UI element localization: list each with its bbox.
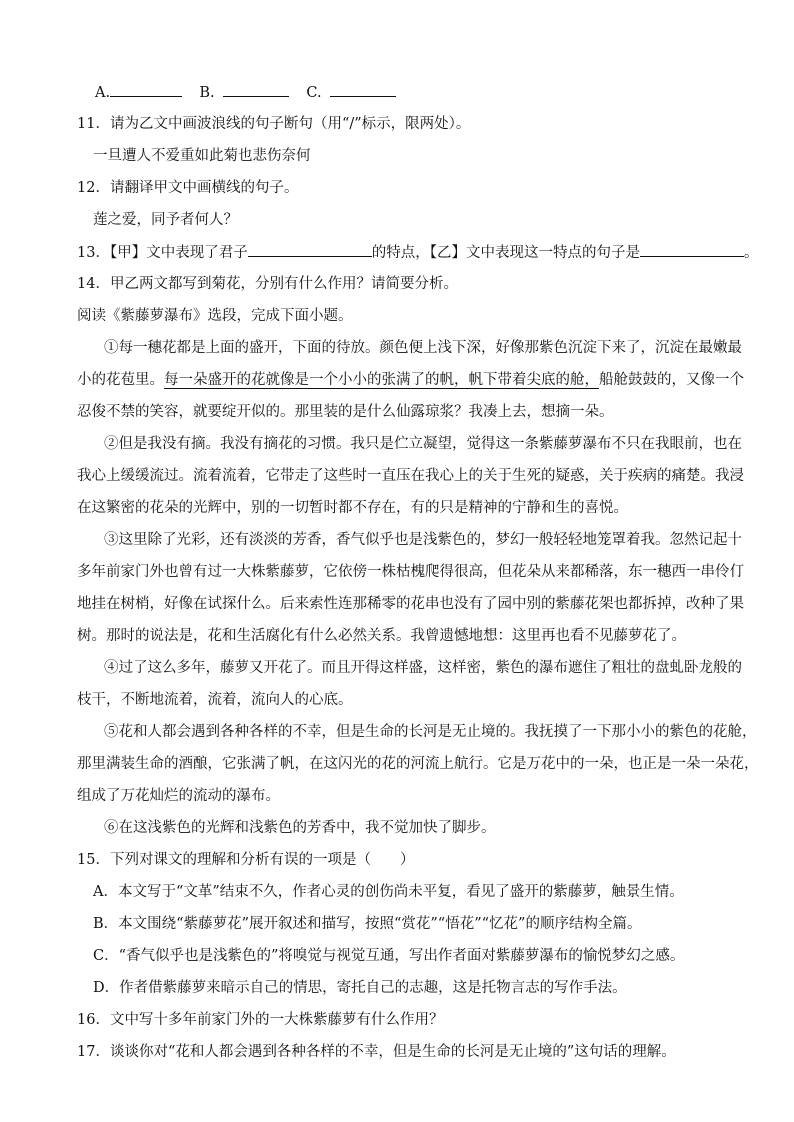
question-13 [77,242,758,263]
question-12-sentence: 莲之爱，同予者何人？ [93,212,238,228]
option-a-label: A. [95,85,111,101]
blank-b[interactable] [223,82,289,97]
passage-p1-text: 船舱鼓鼓的，又像一个 [599,372,744,388]
question-13-part3: 。 [743,245,759,261]
question-13-part2: 的特点，【乙】文中表现这一特点的句子是 [371,245,640,261]
passage-p2-line3: 在这繁密的花朵的光辉中，别的一切暂时都不存在，有的只是精神的宁静和生的喜悦。 [77,500,628,516]
underlined-sentence: 每一朵盛开的花就像是一个小小的张满了的帆，帆下带着尖底的舱， [164,372,599,388]
question-12-stem: 12．请翻译甲文中画横线的句子。 [77,180,299,196]
answer-blanks-row [95,82,396,103]
blank-c[interactable] [330,82,396,97]
question-14-stem: 14．甲乙两文都写到菊花，分别有什么作用？请简要分析。 [77,276,458,292]
question-16-stem: 16．文中写十多年前家门外的一大株紫藤萝有什么作用？ [77,1012,444,1028]
passage-p5-line2: 那里满装生命的酒酿，它张满了帆，在这闪光的花的河流上航行。它是万花中的一朵，也正是一朵一朵花， [77,756,759,772]
question-15-option-c[interactable]: C．“香气似乎也是浅紫色的”将嗅觉与视觉互通，写出作者面对紫藤萝瀑布的愉悦梦幻之感。 [93,948,685,964]
question-17-stem: 17．谈谈你对“花和人都会遇到各种各样的不幸，但是生命的长河是无止境的”这句话的理解。 [77,1044,676,1060]
question-13-part1: 13．【甲】文中表现了君子 [77,245,248,261]
passage-p5-line1: ⑤花和人都会遇到各种各样的不幸，但是生命的长河是无止境的。我抚摸了一下那小小的紫色的花舱， [104,724,757,740]
question-11-sentence: 一旦遭人不爱重如此菊也悲伤奈何 [93,148,311,164]
passage-p1-line2 [77,370,744,390]
passage-p3-line2: 多年前家门外也曾有过一大株紫藤萝，它依傍一株枯槐爬得很高，但花朵从来都稀落，东一穗西一串伶仃 [77,564,744,580]
passage-p6-line1: ⑥在这浅紫色的光辉和浅紫色的芳香中，我不觉加快了脚步。 [104,820,496,836]
question-11-stem: 11．请为乙文中画波浪线的句子断句（用“/”标示，限两处）。 [77,116,471,132]
passage-p4-line1: ④过了这么多年，藤萝又开花了。而且开得这样盛，这样密，紫色的瀑布遮住了粗壮的盘虬卧龙般的 [104,660,742,676]
passage-p1-line3: 忍俊不禁的笑容，就要绽开似的。那里装的是什么仙露琼浆？我凑上去，想摘一朵。 [77,404,614,420]
question-13-blank-2[interactable] [640,242,744,257]
passage-p4-line2: 枝干，不断地流着，流着，流向人的心底。 [77,692,353,708]
passage-p1-line1: ①每一穗花都是上面的盛开，下面的待放。颜色便上浅下深，好像那紫色沉淀下来了，沉淀在最嫩最 [104,340,742,356]
question-13-blank-1[interactable] [248,242,372,257]
blank-a[interactable] [110,82,182,97]
passage-p5-line3: 组成了万花灿烂的流动的瀑布。 [77,788,280,804]
question-15-option-d[interactable]: D．作者借紫藤萝来暗示自己的情思，寄托自己的志趣，这是托物言志的写作手法。 [93,980,627,996]
passage-p1-text: 小的花苞里。 [77,372,164,388]
passage-p3-line3: 地挂在树梢，好像在试探什么。后来索性连那稀零的花串也没有了园中别的紫藤花架也都拆掉，改种了果 [77,596,744,612]
option-b-label: B. [199,85,215,101]
passage-p2-line2: 我心上缓缓流过。流着流着，它带走了这些时一直压在我心上的关于生死的疑惑，关于疾病的痛楚。我浸 [77,468,744,484]
passage-p3-line1: ③这里除了光彩，还有淡淡的芳香，香气似乎也是浅紫色的，梦幻一般轻轻地笼罩着我。忽然记起十 [104,532,742,548]
option-c-label: C. [306,85,322,101]
passage-p2-line1: ②但是我没有摘。我没有摘花的习惯。我只是伫立凝望，觉得这一条紫藤萝瀑布不只在我眼前，也在 [104,436,742,452]
passage-p3-line4: 树。那时的说法是，花和生活腐化有什么必然关系。我曾遗憾地想：这里再也看不见藤萝花了。 [77,628,686,644]
question-15-stem: 15．下列对课文的理解和分析有误的一项是（ ） [77,852,415,868]
reading-intro: 阅读《紫藤萝瀑布》选段，完成下面小题。 [77,308,353,324]
question-15-option-b[interactable]: B．本文围绕“紫藤萝花”展开叙述和描写，按照“赏花”“悟花”“忆花”的顺序结构全篇。 [93,916,642,932]
question-15-option-a[interactable]: A．本文写于“文革”结束不久，作者心灵的创伤尚未平复，看见了盛开的紫藤萝，触景生情。 [93,884,684,900]
